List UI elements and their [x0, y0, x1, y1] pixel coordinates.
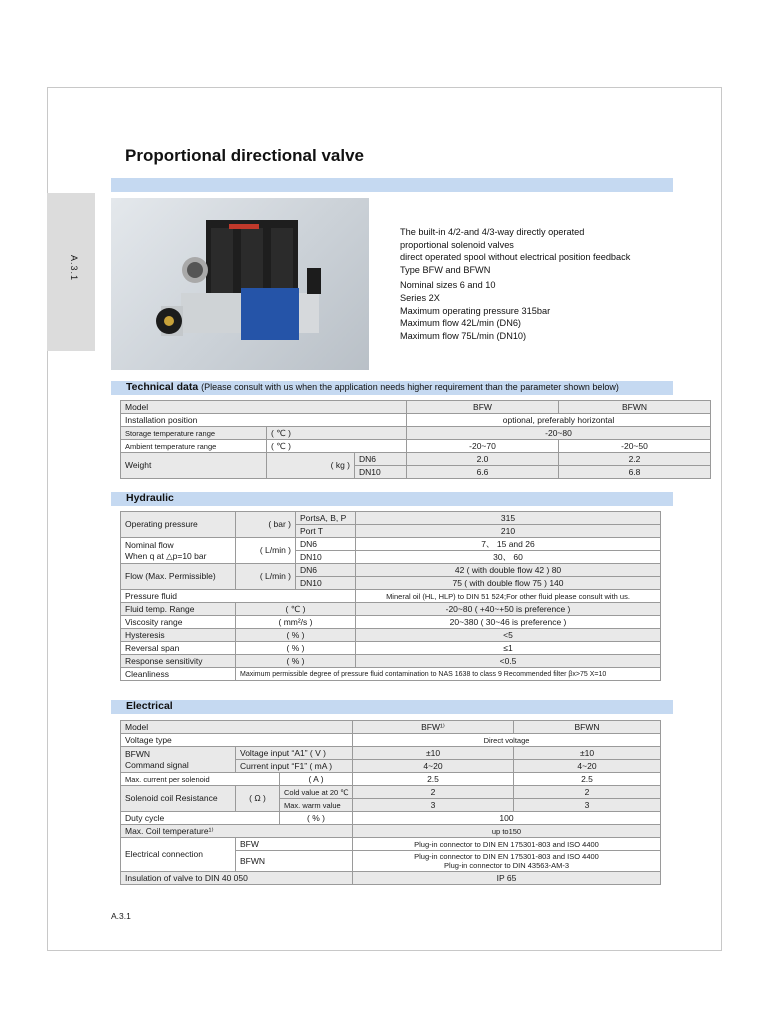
table-row: Model BFW BFWN: [121, 401, 711, 414]
table-row: BFWN Command signal Voltage input “A1” ( V ) ±10 ±10: [121, 747, 661, 760]
product-description: [400, 226, 630, 342]
desc-line: Maximum operating pressure 315bar: [400, 305, 551, 316]
side-tab: A.3.1: [47, 193, 95, 351]
table-row: Max. current per solenoid ( A ) 2.5 2.5: [121, 773, 661, 786]
table-row: Cleanliness Maximum permissible degree of pressure fluid contamination to NAS 1638 to class 9 Recommended filter βx>75 X=10: [121, 668, 661, 681]
table-row: Installation position optional, preferably horizontal: [121, 414, 711, 427]
table-row: Pressure fluid Mineral oil (HL, HLP) to DIN 51 524;For other fluid please consult with us.: [121, 590, 661, 603]
desc-line: Maximum flow 75L/min (DN10): [400, 330, 527, 341]
page-title: Proportional directional valve: [125, 146, 365, 165]
table-row: Insulation of valve to DIN 40 050 IP 65: [121, 872, 661, 885]
electrical-table: [120, 720, 661, 885]
product-image: [111, 198, 369, 370]
table-row: Max. warm value 3 3: [121, 799, 661, 812]
desc-line: proportional solenoid valves: [400, 239, 514, 250]
table-row: Weight ( kg ) DN6 2.0 2.2: [121, 453, 711, 466]
table-row: Voltage type Direct voltage: [121, 734, 661, 747]
table-row: Storage temperature range ( ℃ ) -20~80: [121, 427, 711, 440]
table-row: Fluid temp. Range ( ℃ ) -20~80 ( +40~+50 is preference ): [121, 603, 661, 616]
table-row: Nominal flow When q at △p=10 bar ( L/min ) DN6 7、 15 and 26: [121, 538, 661, 551]
table-row: Max. Coil temperature¹⁾ up to150: [121, 825, 661, 838]
valve-illustration: [111, 198, 369, 370]
hydraulic-heading: Hydraulic: [126, 492, 174, 504]
table-row: DN10 30、 60: [121, 551, 661, 564]
hydraulic-table: [120, 511, 661, 681]
title-bar: [111, 178, 673, 192]
table-row: Reversal span ( % ) ≤1: [121, 642, 661, 655]
table-row: Flow (Max. Permissible) ( L/min ) DN6 42 ( with double flow 42 ) 80: [121, 564, 661, 577]
table-row: BFWN Plug-in connector to DIN EN 175301-803 and ISO 4400 Plug-in connector to DIN 43563-AM-3: [121, 851, 661, 872]
table-row: Model BFW¹⁾ BFWN: [121, 721, 661, 734]
table-row: Ambient temperature range ( ℃ ) -20~70 -20~50: [121, 440, 711, 453]
technical-table: [120, 400, 711, 479]
table-row: Solenoid coil Resistance ( Ω ) Cold value at 20 ℃ 2 2: [121, 786, 661, 799]
desc-line: Nominal sizes 6 and 10: [400, 280, 496, 291]
desc-line: Type BFW and BFWN: [400, 264, 491, 275]
table-row: DN10 75 ( with double flow 75 ) 140: [121, 577, 661, 590]
page-number: A.3.1: [111, 911, 131, 921]
table-row: Response sensitivity ( % ) <0.5: [121, 655, 661, 668]
desc-line: The built-in 4/2-and 4/3-way directly operated: [400, 227, 585, 237]
table-row: Electrical connection BFW Plug-in connector to DIN EN 175301-803 and ISO 4400: [121, 838, 661, 851]
table-row: Duty cycle ( % ) 100: [121, 812, 661, 825]
desc-line: Maximum flow 42L/min (DN6): [400, 318, 521, 329]
table-row: DN10 6.6 6.8: [121, 466, 711, 479]
table-row: Hysteresis ( % ) <5: [121, 629, 661, 642]
desc-line: direct operated spool without electrical position feedback: [400, 252, 631, 263]
table-row: Viscosity range ( mm²/s ) 20~380 ( 30~46 is preference ): [121, 616, 661, 629]
technical-heading: Technical data (Please consult with us when the application needs higher requirement than the parameter shown below): [126, 381, 619, 393]
table-row: Current input “F1” ( mA ) 4~20 4~20: [121, 760, 661, 773]
electrical-bar: [111, 700, 673, 714]
desc-line: Series 2X: [400, 292, 440, 303]
table-row: Operating pressure ( bar ) PortsA, B, P 315: [121, 512, 661, 525]
hydraulic-bar: [111, 492, 673, 506]
electrical-heading: Electrical: [126, 700, 173, 712]
table-row: Port T 210: [121, 525, 661, 538]
